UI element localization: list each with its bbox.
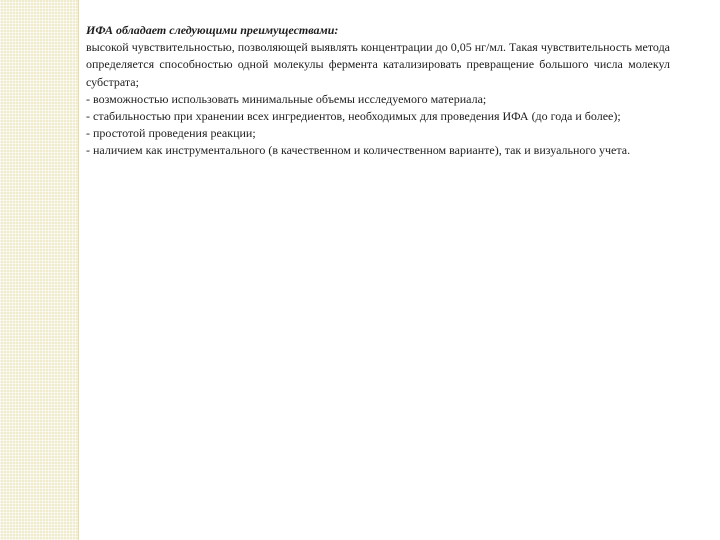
list-item-stability: - стабильностью при хранении всех ингредиентов, необходимых для проведения ИФА (до года и более); xyxy=(86,109,621,124)
list-item-volume: - возможностью использовать минимальные объемы исследуемого материала; xyxy=(86,91,487,106)
list-item-simplicity: - простотой проведения реакции; xyxy=(86,126,256,141)
pattern-divider xyxy=(78,0,79,540)
text-body xyxy=(86,22,670,160)
list-item-sensitivity: высокой чувствительностью, позволяющей выявлять концентрации до 0,05 нг/мл. Такая чувствительность метода определяется способностью одной молекулы фермента катализировать превращение большого числа молекул субстрата; xyxy=(86,40,670,89)
slide-heading: ИФА обладает следующими преимуществами: xyxy=(86,23,339,37)
list-item-accounting: - наличием как инструментального (в качественном и количественном варианте), так и визуального учета. xyxy=(86,143,631,158)
decorative-pattern-strip xyxy=(0,0,78,540)
